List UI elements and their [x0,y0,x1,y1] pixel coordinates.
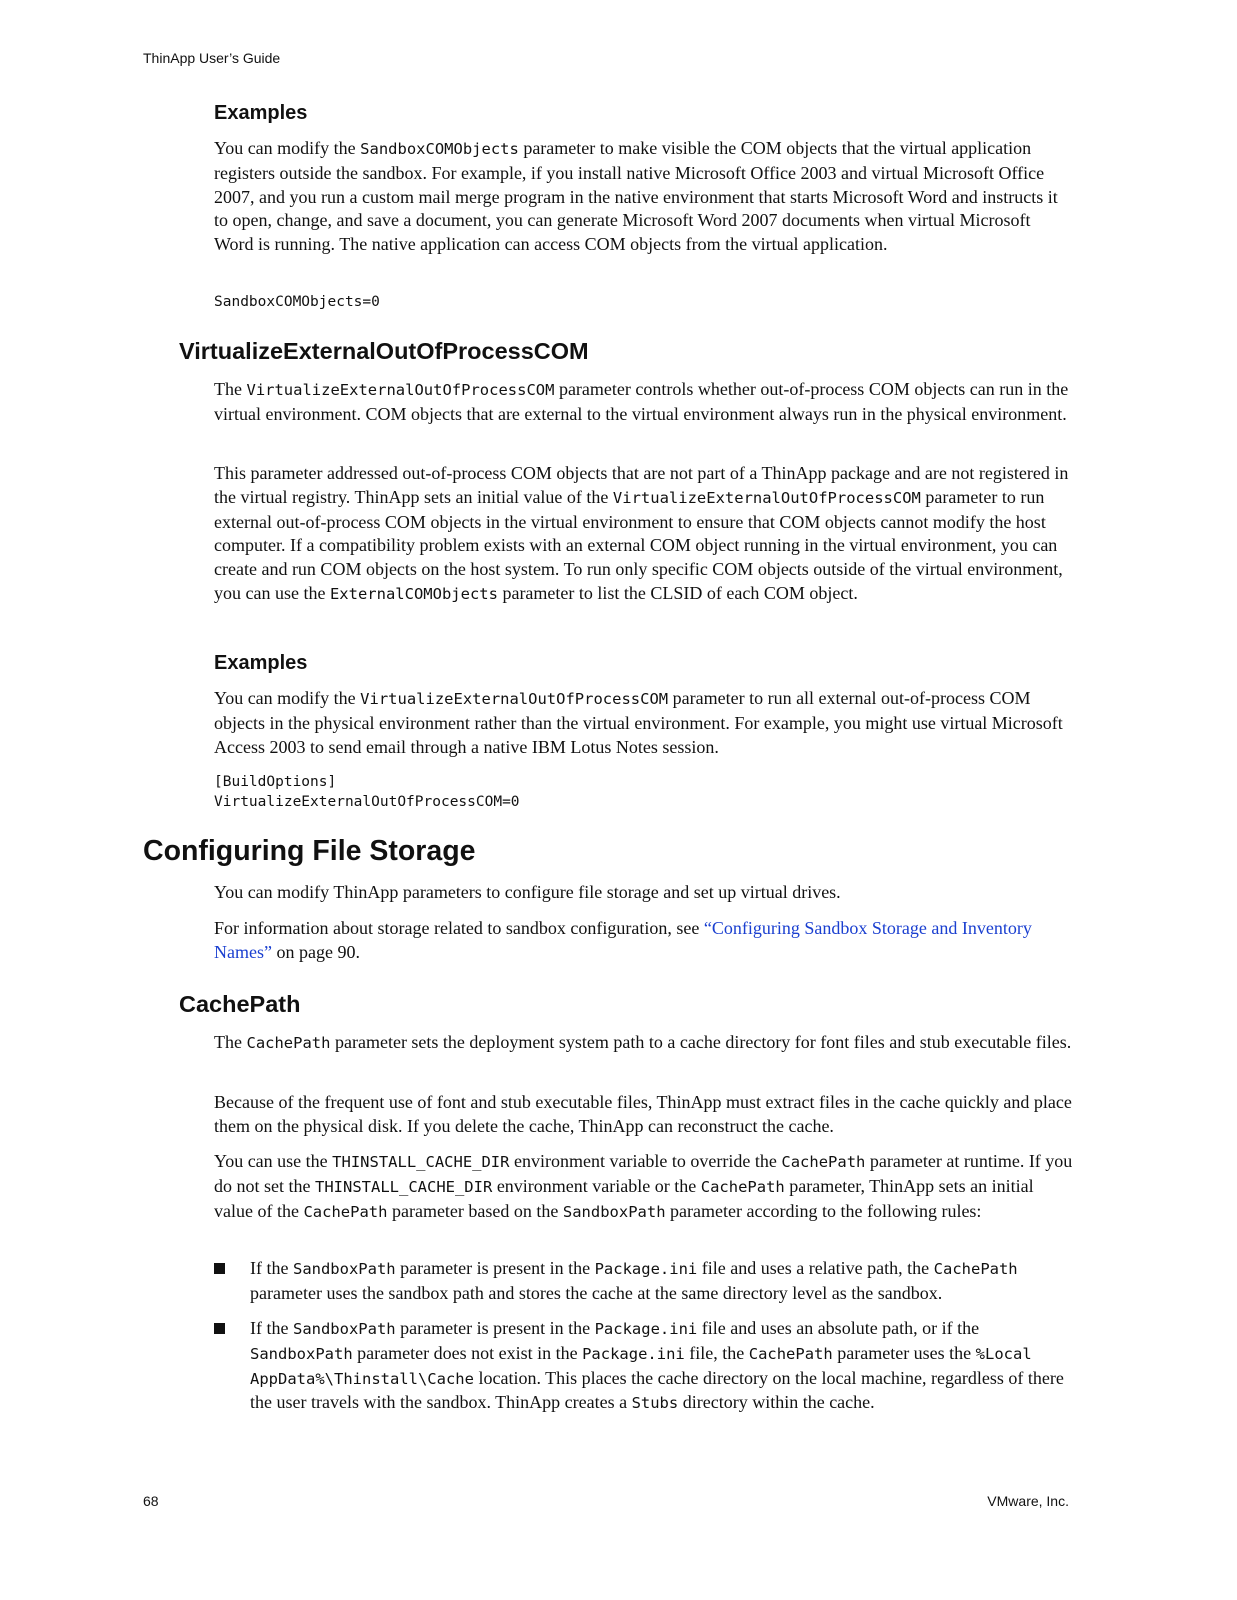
code-term: CachePath [781,1153,866,1171]
list-item [214,1317,1074,1416]
code-term: Package.ini [594,1260,698,1278]
text-run: environment variable to override the [509,1151,782,1171]
text-run: You can modify the [214,688,361,708]
virtualize-paragraph-1 [214,378,1074,427]
text-run: parameter controls whether out-of-process COM objects can run in the virtual environment. COM objects that are external to the virtual environment always run in the physical environment. [214,379,1069,424]
code-term: CachePath [933,1260,1018,1278]
code-term: CachePath [700,1177,785,1196]
text-run: parameter, ThinApp sets an initial value of the [214,1175,1034,1221]
text-run: parameter is present in the [395,1318,595,1338]
code-term: Package.ini [582,1344,685,1363]
code-term: ExternalCOMObjects [329,584,498,603]
virtualize-paragraph-2 [214,462,1074,607]
text-run: parameter sets the deployment system path to a cache directory for font files and stub executable files. [330,1032,1072,1052]
code-term: CachePath [246,1034,331,1052]
code-term: VirtualizeExternalOutOfProcessCOM [612,488,921,507]
text-run: For information about storage related to sandbox configuration, see [214,918,704,938]
code-example: [BuildOptions] VirtualizeExternalOutOfProcessCOM=0 [214,774,520,810]
running-header: ThinApp User’s Guide [143,50,281,66]
code-term: SandboxPath [250,1344,353,1363]
text-run: parameter uses the [832,1342,976,1363]
text-run: This parameter addressed out-of-process COM objects that are not part of a ThinApp package and are not registered in the virtual registry. ThinApp sets an initial value of the [214,463,1069,507]
footer-company: VMware, Inc. [987,1493,1069,1509]
text-run: You can use the [214,1151,333,1171]
text-run: file, the [684,1342,749,1363]
code-term: Package.ini [594,1320,698,1338]
square-bullet-icon [214,1263,225,1274]
text-run: parameter is present in the [395,1258,595,1278]
sandboxcom-example-paragraph [214,137,1074,257]
cachepath-heading: CachePath [179,991,301,1017]
code-term: SandboxPath [562,1202,666,1221]
file-storage-heading: Configuring File Storage [143,835,476,867]
text-run: location. This places the cache directory on the local machine, regardless of there the user travels with the sandbox. ThinApp creates a [250,1367,1064,1413]
text-run: parameter according to the following rules: [665,1200,982,1221]
code-example: SandboxCOMObjects=0 [214,294,380,310]
text-run: The [214,1032,247,1052]
text-run: If the [250,1258,293,1278]
examples-heading: Examples [214,652,308,674]
page-number: 68 [143,1493,159,1509]
sandbox-storage-link[interactable]: “Configuring Sandbox Storage and Inventory Names” [214,918,1032,962]
text-run: environment variable or the [492,1175,701,1196]
text-run: parameter to run external out-of-process COM objects in the virtual environment to ensure that COM objects cannot modify the host computer. If a compatibility problem exists with an external COM object running in the virtual environment, you can create and run COM objects on the host system. To run only specific COM objects outside of the virtual environment, you can use the [214,486,1063,603]
examples-heading: Examples [214,102,308,124]
code-term: %Local AppData%\Thinstall\Cache [250,1344,1032,1388]
text-run: on page 90. [271,941,360,962]
code-term: CachePath [303,1202,388,1221]
code-term: Stubs [631,1394,679,1413]
cachepath-paragraph-1 [214,1031,1074,1056]
code-term: SandboxPath [292,1320,396,1338]
text-run: parameter uses the sandbox path and stores the cache at the same directory level as the sandbox. [250,1282,943,1303]
text-run: If the [250,1318,293,1338]
code-term: SandboxCOMObjects [360,140,519,158]
square-bullet-icon [214,1323,225,1334]
text-run: The [214,379,247,399]
text-run: parameter at runtime. If you do not set the [214,1151,1073,1196]
code-term: VirtualizeExternalOutOfProcessCOM [360,690,669,708]
text-run: parameter to make visible the COM objects that the virtual application registers outside the sandbox. For example, if you install native Microsoft Office 2003 and virtual Microsoft Office 2007, and you run a custom mail merge program in the native environment that starts Microsoft Word and instructs it to open, change, and save a document, you can generate Microsoft Word 2007 documents when virtual Microsoft Word is running. The native application can access COM objects from the virtual application. [214,138,1058,255]
text-run: file and uses an absolute path, or if the [697,1318,980,1338]
text-run: You can modify the [214,138,361,158]
code-term: THINSTALL_CACHE_DIR [332,1153,510,1171]
text-run: parameter to run all external out-of-process COM objects in the physical environment rather than the virtual environment. For example, you might use virtual Microsoft Access 2003 to send email through a native IBM Lotus Notes session. [214,688,1063,757]
cachepath-paragraph-3 [214,1150,1074,1224]
bullet-text [250,1317,1074,1416]
bullet-text [250,1257,1074,1306]
text-run: parameter based on the [387,1200,563,1221]
code-term: SandboxPath [292,1260,396,1278]
text-run: parameter does not exist in the [352,1342,583,1363]
cachepath-paragraph-2: Because of the frequent use of font and stub executable files, ThinApp must extract files in the cache quickly and place them on the physical disk. If you delete the cache, ThinApp can reconstruct the cache. [214,1092,1072,1136]
virtualize-heading: VirtualizeExternalOutOfProcessCOM [179,338,589,364]
text-run: file and uses a relative path, the [697,1258,934,1278]
code-term: CachePath [748,1344,833,1363]
text-run: parameter to list the CLSID of each COM object. [497,582,858,603]
code-term: THINSTALL_CACHE_DIR [315,1177,493,1196]
virtualize-example-paragraph [214,687,1074,759]
code-term: VirtualizeExternalOutOfProcessCOM [246,381,555,399]
file-storage-paragraph-2 [214,917,1074,965]
list-item [214,1257,1074,1306]
file-storage-paragraph-1: You can modify ThinApp parameters to configure file storage and set up virtual drives. [214,882,841,902]
text-run: directory within the cache. [678,1392,875,1413]
